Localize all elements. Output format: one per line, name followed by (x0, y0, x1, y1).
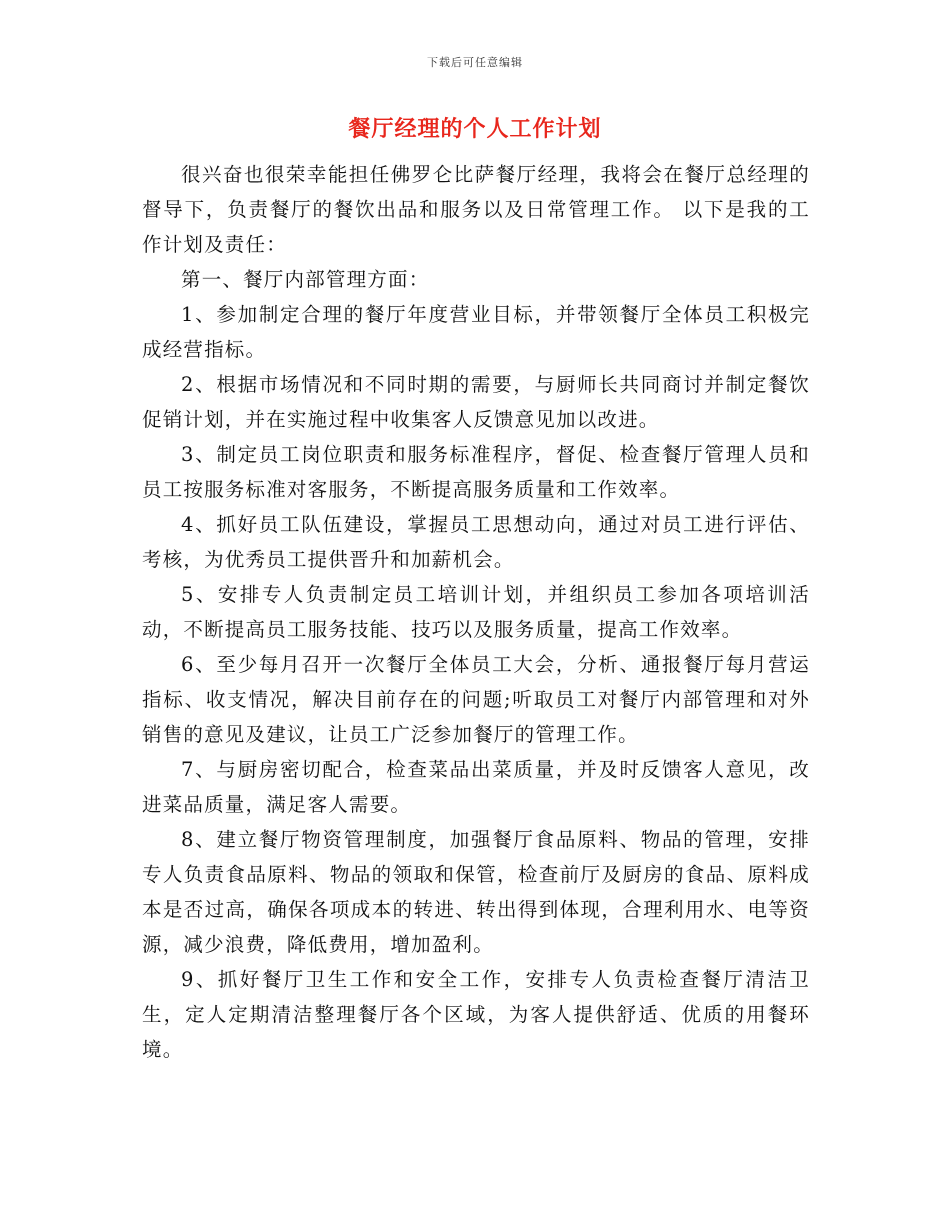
list-item: 5、安排专人负责制定员工培训计划，并组织员工参加各项培训活动，不断提高员工服务技能、技巧以及服务质量，提高工作效率。 (142, 583, 810, 641)
list-item: 3、制定员工岗位职责和服务标准程序，督促、检查餐厅管理人员和员工按服务标准对客服务，不断提高服务质量和工作效率。 (142, 443, 810, 501)
list-item: 1、参加制定合理的餐厅年度营业目标，并带领餐厅全体员工积极完成经营指标。 (142, 303, 810, 361)
document-title: 餐厅经理的个人工作计划 (348, 116, 602, 142)
document-body (142, 157, 810, 1067)
header-note: 下载后可任意编辑 (427, 56, 523, 69)
section-heading-internal-management: 第一、餐厅内部管理方面： (181, 268, 430, 291)
list-item: 2、根据市场情况和不同时期的需要，与厨师长共同商讨并制定餐饮促销计划，并在实施过程中收集客人反馈意见加以改进。 (142, 373, 810, 431)
list-item: 4、抓好员工队伍建设，掌握员工思想动向，通过对员工进行评估、考核，为优秀员工提供晋升和加薪机会。 (142, 513, 810, 571)
list-item: 8、建立餐厅物资管理制度，加强餐厅食品原料、物品的管理，安排专人负责食品原料、物品的领取和保管，检查前厅及厨房的食品、原料成本是否过高，确保各项成本的转进、转出得到体现，合理利用水、电等资源，减少浪费，降低费用，增加盈利。 (142, 828, 810, 956)
paragraph-intro: 很兴奋也很荣幸能担任佛罗仑比萨餐厅经理，我将会在餐厅总经理的督导下，负责餐厅的餐饮出品和服务以及日常管理工作。 以下是我的工作计划及责任： (142, 163, 810, 256)
list-item: 7、与厨房密切配合，检查菜品出菜质量，并及时反馈客人意见，改进菜品质量，满足客人需要。 (142, 758, 810, 816)
list-item: 9、抓好餐厅卫生工作和安全工作，安排专人负责检查餐厅清洁卫生，定人定期清洁整理餐厅各个区域，为客人提供舒适、优质的用餐环境。 (142, 968, 810, 1061)
list-item: 6、至少每月召开一次餐厅全体员工大会，分析、通报餐厅每月营运指标、收支情况，解决目前存在的问题;听取员工对餐厅内部管理和对外销售的意见及建议，让员工广泛参加餐厅的管理工作。 (142, 653, 810, 746)
